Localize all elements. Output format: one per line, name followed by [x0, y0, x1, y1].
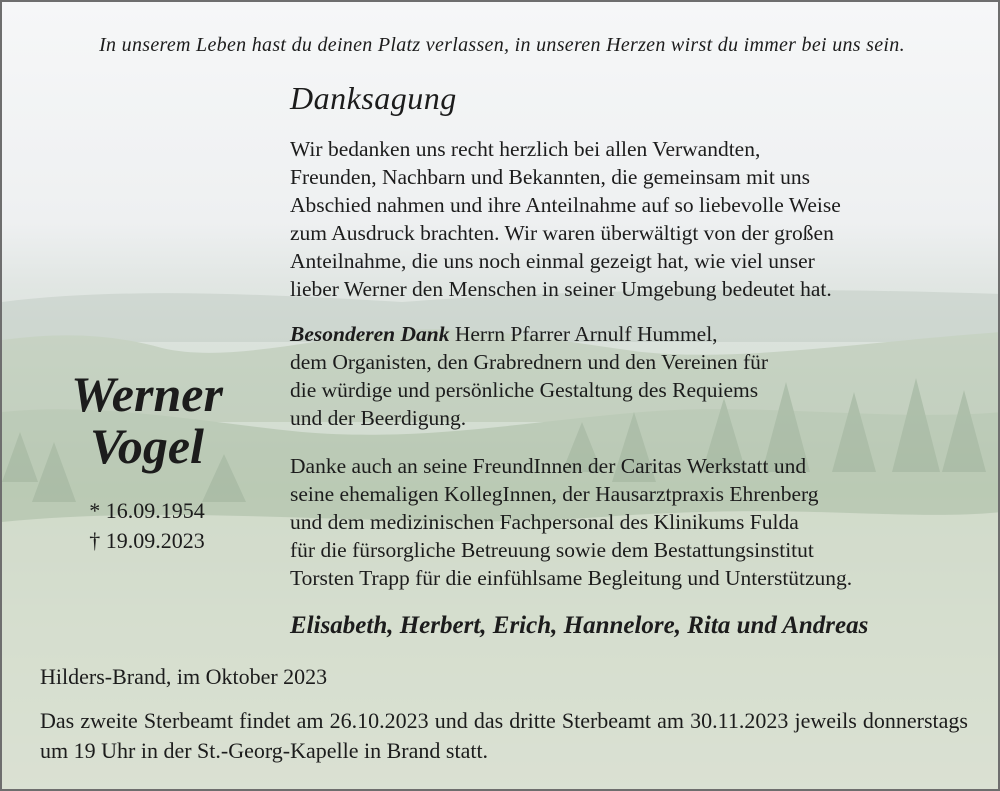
life-dates: [42, 496, 252, 556]
text-line: für die fürsorgliche Betreuung sowie dem Bestattungsinstitut: [290, 538, 814, 562]
death-date: † 19.09.2023: [89, 528, 205, 553]
signers: Elisabeth, Herbert, Erich, Hannelore, Rita und Andreas: [290, 612, 869, 639]
text-line: die würdige und persönliche Gestaltung des Requiems: [290, 378, 759, 402]
text-line: zum Ausdruck brachten. Wir waren überwältigt von der großen: [290, 221, 834, 245]
text-line: und der Beerdigung.: [290, 406, 467, 430]
thanks-paragraph-3: [290, 452, 852, 592]
text-line: lieber Werner den Menschen in seiner Umgebung bedeutet hat.: [290, 277, 832, 301]
motto: In unserem Leben hast du deinen Platz verlassen, in unseren Herzen wirst du immer bei uns sein.: [99, 34, 905, 56]
heading: Danksagung: [290, 80, 457, 116]
memorial-mass-notice: Das zweite Sterbeamt findet am 26.10.2023 und das dritte Sterbeamt am 30.11.2023 jeweils donnerstags um 19 Uhr in der St.-Georg-Kapelle in Brand statt.: [40, 708, 968, 763]
text-line: Wir bedanken uns recht herzlich bei allen Verwandten,: [290, 137, 761, 161]
text-line: Torsten Trapp für die einfühlsame Begleitung und Unterstützung.: [290, 566, 853, 590]
text-line: und dem medizinischen Fachpersonal des Klinikums Fulda: [290, 510, 799, 534]
special-thanks-label: Besonderen Dank: [290, 322, 450, 346]
text-line: Anteilnahme, die uns noch einmal gezeigt hat, wie viel unser: [290, 249, 815, 273]
text-line: dem Organisten, den Grabrednern und den Vereinen für: [290, 350, 769, 374]
thanks-paragraph-2: [290, 320, 768, 432]
deceased-first-name: Werner: [71, 366, 223, 422]
birth-date: * 16.09.1954: [89, 498, 205, 523]
deceased-last-name: Vogel: [90, 418, 204, 474]
text-fragment: Herrn Pfarrer Arnulf Hummel,: [449, 322, 718, 346]
text-line: seine ehemaligen KollegInnen, der Hausarztpraxis Ehrenberg: [290, 482, 819, 506]
text-line: [290, 320, 768, 348]
text-line: Danke auch an seine FreundInnen der Caritas Werkstatt und: [290, 454, 807, 478]
place-date: Hilders-Brand, im Oktober 2023: [40, 664, 328, 689]
thanks-paragraph-1: [290, 135, 841, 303]
text-line: Freunden, Nachbarn und Bekannten, die gemeinsam mit uns: [290, 165, 811, 189]
text-line: Abschied nahmen und ihre Anteilnahme auf so liebevolle Weise: [290, 193, 841, 217]
